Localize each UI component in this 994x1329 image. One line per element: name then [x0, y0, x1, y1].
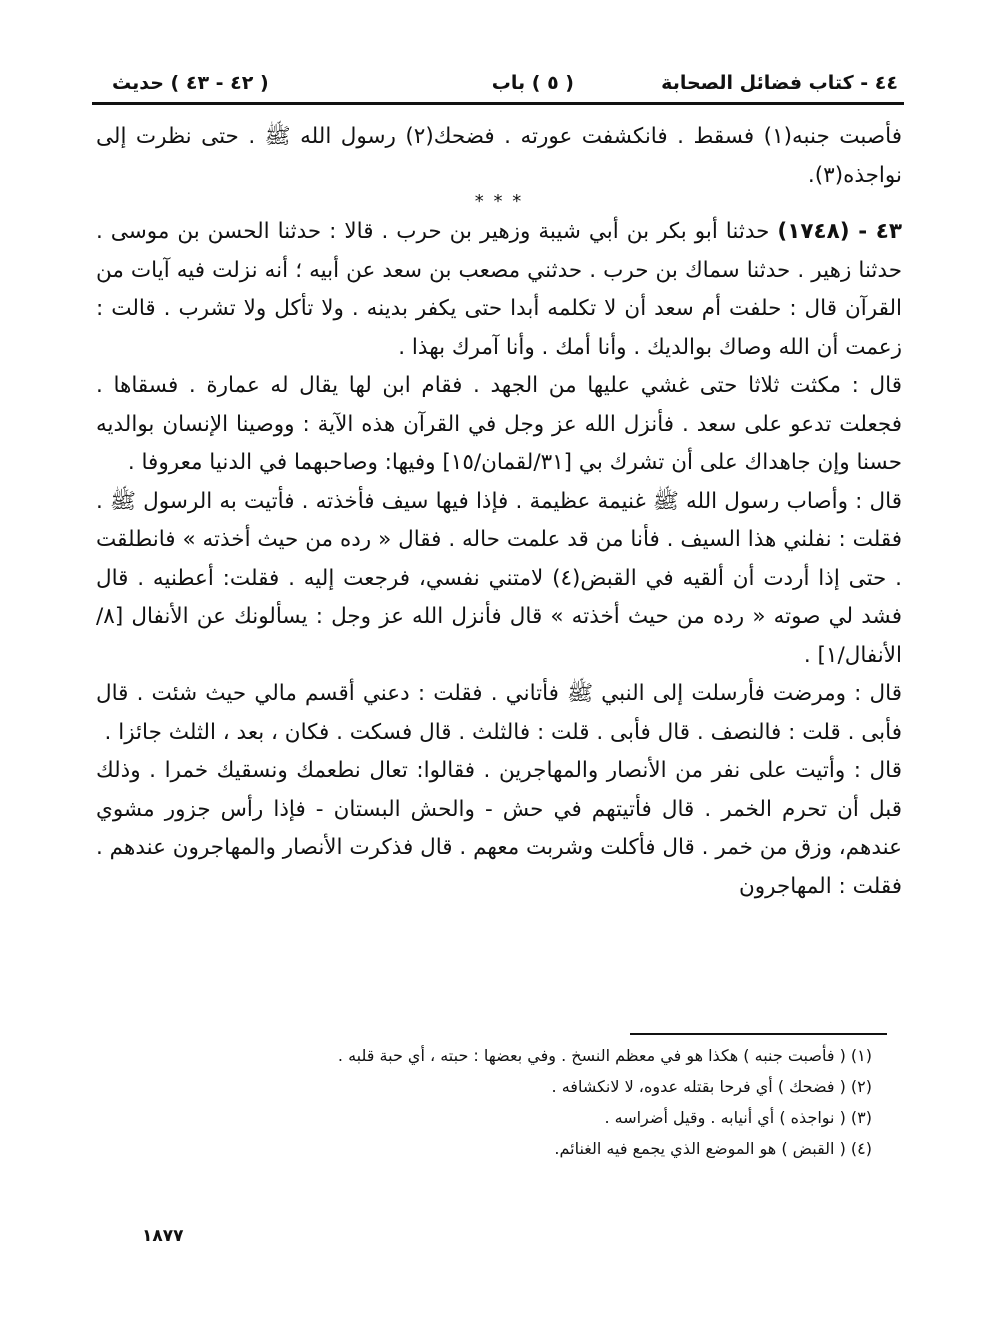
paragraph-2: قال : مكثت ثلاثا حتى غشي عليها من الجهد . فقام ابن لها يقال له عمارة . فسقاها . فجعلت تدعو على سعد . فأنزل الله عز وجل في القرآن هذه الآية : ووصينا الإنسان بوالديه حسنا وإن جاهداك على أن تشرك بي [٣١/لقمان/١٥] وفيها: وصاحبهما في الدنيا معروفا .: [96, 373, 902, 475]
hadith-number: ٤٣ - (١٧٤٨): [777, 219, 902, 244]
footnote-2: (٢) ( فضحك ) أي فرحا بقتله عدوه، لا لانكشافه .: [551, 1077, 872, 1096]
running-header: [92, 66, 904, 100]
header-book-title: ٤٤ - كتاب فضائل الصحابة: [661, 72, 898, 94]
paragraph-5: قال : وأتيت على نفر من الأنصار والمهاجرين . فقالوا: تعال نطعمك ونسقيك خمرا . وذلك قبل أن تحرم الخمر . قال فأتيتهم في حش - والحش البستان - فإذا رأس جزور مشوي عندهم، وزق من خمر . قال فأكلت وشربت معهم . قال فذكرت الأنصار والمهاجرون عندهم . فقلت : المهاجرون: [96, 758, 902, 899]
footnote-rule: [630, 1033, 887, 1035]
footnotes: [200, 1040, 872, 1164]
section-separator: * * *: [474, 191, 524, 212]
paragraph-4: قال : ومرضت فأرسلت إلى النبي ﷺ فأتاني . فقلت : دعني أقسم مالي حيث شئت . قال فأبى . قلت : فالنصف . قال فأبى . قلت : فالثلث . قال فسكت . فكان ، بعد ، الثلث جائزا .: [96, 681, 902, 745]
paragraph-continuation: فأصبت جنبه(١) فسقط . فانكشفت عورته . فضحك(٢) رسول الله ﷺ . حتى نظرت إلى نواجذه(٣).: [96, 124, 902, 188]
footnote-4: (٤) ( القبض ) هو الموضع الذي يجمع فيه الغنائم.: [554, 1139, 872, 1158]
footnote-3: (٣) ( نواجذه ) أي أنيابه . وقيل أضراسه .: [604, 1108, 872, 1127]
page-number: ١٨٧٧: [142, 1226, 184, 1246]
header-hadith-range: ( ٤٢ - ٤٣ ) حديث: [112, 72, 269, 94]
main-text: [96, 118, 902, 906]
header-rule: [92, 102, 904, 105]
hadith-text: حدثنا أبو بكر بن أبي شيبة وزهير بن حرب . قالا : حدثنا الحسن بن موسى . حدثنا زهير . حدثنا سماك بن حرب . حدثني مصعب بن سعد عن أبيه ؛ أنه نزلت فيه آيات من القرآن قال : حلفت أم سعد أن لا تكلمه أبدا حتى يكفر بدينه . ولا تأكل ولا تشرب . قالت : زعمت أن الله وصاك بوالديك . وأنا أمك . وأنا آمرك بهذا .: [96, 219, 902, 360]
footnote-1: (١) ( فأصبت جنبه ) هكذا هو في معظم النسخ . وفي بعضها : حبته ، أي حبة قلبه .: [337, 1046, 872, 1065]
header-chapter: ( ٥ ) باب: [491, 72, 574, 94]
paragraph-3: قال : وأصاب رسول الله ﷺ غنيمة عظيمة . فإذا فيها سيف فأخذته . فأتيت به الرسول ﷺ . فقلت : نفلني هذا السيف . فأنا من قد علمت حاله . فقال « رده من حيث أخذته » فانطلقت . حتى إذا أردت أن ألقيه في القبض(٤) لامتني نفسي، فرجعت إليه . فقلت: أعطنيه . قال فشد لي صوته « رده من حيث أخذته » قال فأنزل الله عز وجل : يسألونك عن الأنفال [٨/الأنفال/١] .: [96, 488, 902, 668]
paragraph-hadith-43: [96, 213, 902, 367]
